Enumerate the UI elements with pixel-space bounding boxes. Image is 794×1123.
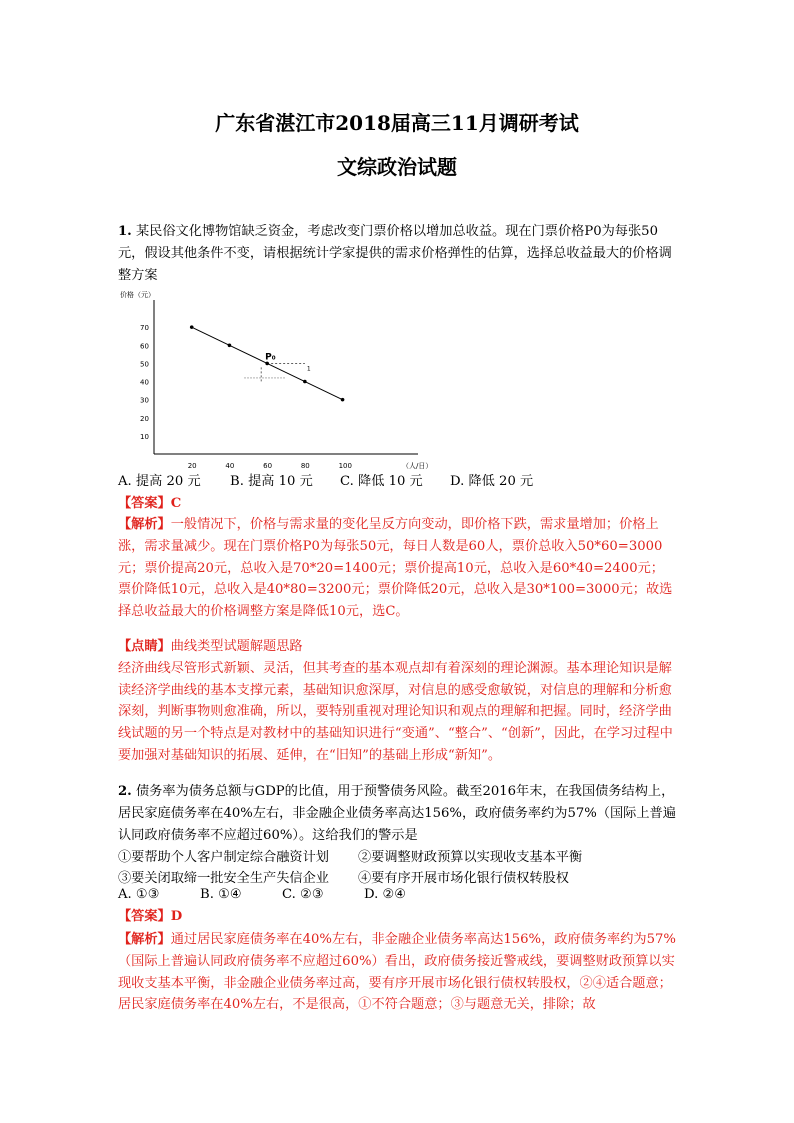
tip-text: 经济曲线尽管形式新颖、灵活，但其考查的基本观点却有着深刻的理论渊源。基本理论知识是解读经济学曲线的基本支撑元素，基础知识愈深厚，对信息的感受愈敏锐，对信息的理解和分析愈深刻，判断事物则愈准确，所以，要特别重视对理论知识和观点的理解和把握。同时，经济学曲线试题的另一个特点是对教材中的基础知识进行“变通”、“整合”、“创新”，因此，在学习过程中要加强对基础知识的拓展、延伸，在“旧知”的基础上形成“新知”。 [118,660,673,763]
q2-choices-row-2 [118,867,678,889]
analysis-text: 一般情况下，价格与需求量的变化呈反方向变动，即价格下跌，需求量增加；价格上涨，需求量减少。现在门票价格P0为每张50元，每日人数是60人，票价总收入50*60=3000元；票价提高20元，总收入是70*20=1400元；票价提高10元，总收入是60*40=2400元；票价降低10元，总收入是40*80=3200元；票价降低20元，总收入是30*100=3000元；故选择总收益最大的价格调整方案是降低10元，选C。 [118,517,673,620]
q1-option-b[interactable]: B. 提高 10 元 [230,474,313,489]
tip-tag: 【点睛】 [118,639,171,654]
data-point [228,343,232,347]
question-1-options [118,470,678,492]
y-tick-label: 70 [140,324,149,333]
demand-curve-chart [118,286,436,472]
y-tick-label: 40 [140,378,149,387]
exam-subtitle: 文综政治试题 [337,155,457,179]
answer-tag: 【答案】 [118,496,171,511]
analysis-tag: 【解析】 [118,517,171,532]
analysis-tag: 【解析】 [118,932,171,947]
data-point [303,380,307,384]
q1-option-a[interactable]: A. 提高 20 元 [118,474,201,489]
x-axis-label: （人/日） [402,462,433,470]
q2-option-b[interactable]: B. ①④ [200,887,242,902]
analysis-text: 通过居民家庭债务率在40%左右，非金融企业债务率高达156%，政府债务率约为57%（国际上普遍认同政府债务率不应超过60%）看出，政府债务接近警戒线，要调整财政预算以实现收支基本平衡，非金融企业债务率过高，要有序开展市场化银行债权转股权，②④适合题意；居民家庭债务率在40%左右，不是很高，①不符合题意；③与题意无关，排除；故 [118,932,676,1013]
x-tick-label: 40 [225,462,235,470]
question-2-answer [118,906,676,928]
y-axis-label: 价格（元） [120,291,155,299]
q2-option-a[interactable]: A. ①③ [118,887,160,902]
y-tick-label: 30 [140,396,149,405]
q2-choice-2: ②要调整财政预算以实现收支基本平衡 [358,850,583,865]
q2-choices-row-1 [118,846,678,868]
exam-title: 广东省湛江市2018届高三11月调研考试 [215,111,579,135]
answer-tag: 【答案】 [118,909,171,924]
y-tick-label: 10 [140,432,149,441]
question-1-answer [118,493,676,515]
q2-option-c[interactable]: C. ②③ [282,887,324,902]
q2-choice-4: ④要有序开展市场化银行债权转股权 [358,871,569,886]
question-1-text: 某民俗文化博物馆缺乏资金，考虑改变门票价格以增加总收益。现在门票价格P0为每张50元，假设其他条件不变，请根据统计学家提供的需求价格弹性的估算，选择总收益最大的价格调整方案 [118,224,672,283]
y-tick-label: 60 [140,342,149,351]
x-tick-label: 60 [263,462,273,470]
question-2-number: 2. [118,784,132,799]
question-1-analysis [118,514,676,623]
question-2-text: 债务率为债务总额与GDP的比值，用于预警债务风险。截至2016年末，在我国债务结构上，居民家庭债务率在40%左右，非金融企业债务率高达156%，政府债务率约为57%（国际上普遍认同政府债务率不应超过60%）。这给我们的警示是 [118,784,676,843]
data-point [190,325,194,329]
x-tick-label: 80 [300,462,310,470]
data-point [341,398,345,402]
question-1-number: 1. [118,224,132,239]
q1-option-d[interactable]: D. 降低 20 元 [450,474,534,489]
annotation-mark: 1 [306,365,311,373]
q2-choice-1: ①要帮助个人客户制定综合融资计划 [118,850,329,865]
y-tick-label: 50 [140,360,149,369]
q2-choice-3: ③要关闭取缔一批安全生产失信企业 [118,871,329,886]
x-tick-label: 100 [338,462,352,470]
question-2-stem [118,781,676,846]
question-1-tip [118,636,676,767]
x-tick-label: 20 [187,462,197,470]
chart-layer [120,290,432,470]
y-tick-label: 20 [140,414,149,423]
question-2-analysis [118,929,676,1016]
p0-label: P₀ [265,352,276,363]
answer-value: C [170,496,182,511]
question-1-stem [118,221,676,286]
q2-option-d[interactable]: D. ②④ [364,887,407,902]
q1-option-c[interactable]: C. 降低 10 元 [340,474,423,489]
tip-title: 曲线类型试题解题思路 [170,639,303,654]
answer-value: D [170,909,183,924]
